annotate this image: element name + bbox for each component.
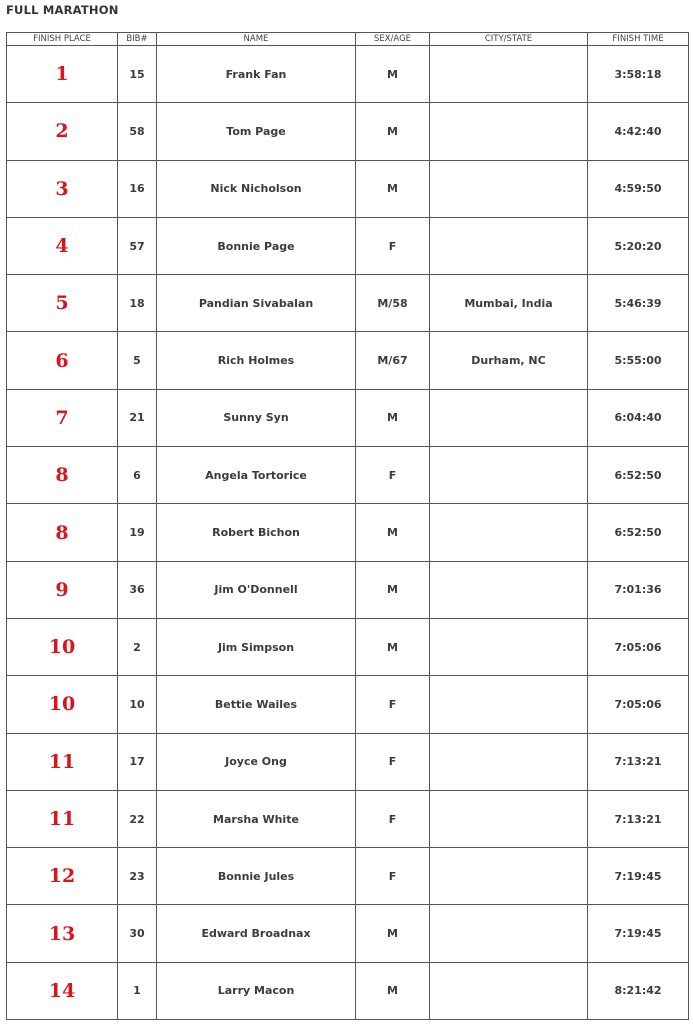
bib-cell: 15 bbox=[118, 46, 157, 103]
city-state-cell bbox=[430, 389, 588, 446]
finish-time-cell: 5:55:00 bbox=[588, 332, 689, 389]
header-name: NAME bbox=[157, 33, 356, 46]
finish-time-cell: 4:59:50 bbox=[588, 160, 689, 217]
header-city-state: CITY/STATE bbox=[430, 33, 588, 46]
table-row bbox=[7, 848, 689, 905]
bib-cell: 6 bbox=[118, 447, 157, 504]
name-cell: Sunny Syn bbox=[157, 389, 356, 446]
name-cell: Pandian Sivabalan bbox=[157, 275, 356, 332]
city-state-cell bbox=[430, 733, 588, 790]
sex-age-cell: F bbox=[356, 676, 430, 733]
results-body bbox=[7, 46, 689, 1020]
page-title: FULL MARATHON bbox=[6, 3, 119, 17]
name-cell: Frank Fan bbox=[157, 46, 356, 103]
city-state-cell bbox=[430, 447, 588, 504]
table-row bbox=[7, 733, 689, 790]
table-row bbox=[7, 103, 689, 160]
finish-time-cell: 4:42:40 bbox=[588, 103, 689, 160]
place-cell: 2 bbox=[7, 103, 118, 160]
name-cell: Marsha White bbox=[157, 790, 356, 847]
name-cell: Jim O'Donnell bbox=[157, 561, 356, 618]
table-row bbox=[7, 905, 689, 962]
city-state-cell bbox=[430, 676, 588, 733]
place-cell: 6 bbox=[7, 332, 118, 389]
sex-age-cell: M bbox=[356, 561, 430, 618]
finish-time-cell: 5:20:20 bbox=[588, 217, 689, 274]
sex-age-cell: F bbox=[356, 790, 430, 847]
city-state-cell bbox=[430, 46, 588, 103]
finish-time-cell: 7:05:06 bbox=[588, 618, 689, 675]
table-row bbox=[7, 504, 689, 561]
bib-cell: 30 bbox=[118, 905, 157, 962]
place-cell: 10 bbox=[7, 618, 118, 675]
name-cell: Jim Simpson bbox=[157, 618, 356, 675]
name-cell: Bettie Wailes bbox=[157, 676, 356, 733]
sex-age-cell: M bbox=[356, 160, 430, 217]
sex-age-cell: F bbox=[356, 733, 430, 790]
city-state-cell bbox=[430, 618, 588, 675]
table-row bbox=[7, 561, 689, 618]
sex-age-cell: M bbox=[356, 962, 430, 1019]
place-cell: 8 bbox=[7, 447, 118, 504]
name-cell: Bonnie Jules bbox=[157, 848, 356, 905]
place-cell: 11 bbox=[7, 733, 118, 790]
finish-time-cell: 7:13:21 bbox=[588, 733, 689, 790]
place-cell: 9 bbox=[7, 561, 118, 618]
bib-cell: 18 bbox=[118, 275, 157, 332]
name-cell: Angela Tortorice bbox=[157, 447, 356, 504]
place-cell: 14 bbox=[7, 962, 118, 1019]
finish-time-cell: 7:19:45 bbox=[588, 848, 689, 905]
name-cell: Rich Holmes bbox=[157, 332, 356, 389]
table-row bbox=[7, 389, 689, 446]
sex-age-cell: M bbox=[356, 103, 430, 160]
place-cell: 12 bbox=[7, 848, 118, 905]
city-state-cell bbox=[430, 905, 588, 962]
table-row bbox=[7, 217, 689, 274]
sex-age-cell: M/67 bbox=[356, 332, 430, 389]
sex-age-cell: M bbox=[356, 46, 430, 103]
bib-cell: 17 bbox=[118, 733, 157, 790]
finish-time-cell: 7:05:06 bbox=[588, 676, 689, 733]
sex-age-cell: F bbox=[356, 848, 430, 905]
name-cell: Larry Macon bbox=[157, 962, 356, 1019]
table-row bbox=[7, 618, 689, 675]
bib-cell: 36 bbox=[118, 561, 157, 618]
city-state-cell bbox=[430, 848, 588, 905]
header-sex-age: SEX/AGE bbox=[356, 33, 430, 46]
place-cell: 4 bbox=[7, 217, 118, 274]
finish-time-cell: 7:01:36 bbox=[588, 561, 689, 618]
place-cell: 11 bbox=[7, 790, 118, 847]
sex-age-cell: F bbox=[356, 217, 430, 274]
bib-cell: 10 bbox=[118, 676, 157, 733]
bib-cell: 1 bbox=[118, 962, 157, 1019]
finish-time-cell: 5:46:39 bbox=[588, 275, 689, 332]
place-cell: 3 bbox=[7, 160, 118, 217]
finish-time-cell: 6:04:40 bbox=[588, 389, 689, 446]
table-row bbox=[7, 447, 689, 504]
finish-time-cell: 6:52:50 bbox=[588, 447, 689, 504]
results-table bbox=[6, 32, 689, 1020]
city-state-cell: Durham, NC bbox=[430, 332, 588, 389]
table-row bbox=[7, 962, 689, 1019]
sex-age-cell: M bbox=[356, 618, 430, 675]
bib-cell: 2 bbox=[118, 618, 157, 675]
city-state-cell bbox=[430, 103, 588, 160]
city-state-cell bbox=[430, 962, 588, 1019]
place-cell: 1 bbox=[7, 46, 118, 103]
header-finish-time: FINISH TIME bbox=[588, 33, 689, 46]
bib-cell: 23 bbox=[118, 848, 157, 905]
name-cell: Edward Broadnax bbox=[157, 905, 356, 962]
bib-cell: 57 bbox=[118, 217, 157, 274]
name-cell: Nick Nicholson bbox=[157, 160, 356, 217]
bib-cell: 16 bbox=[118, 160, 157, 217]
header-bib: BIB# bbox=[118, 33, 157, 46]
header-row bbox=[7, 33, 689, 46]
table-row bbox=[7, 46, 689, 103]
city-state-cell: Mumbai, India bbox=[430, 275, 588, 332]
header-finish-place: FINISH PLACE bbox=[7, 33, 118, 46]
city-state-cell bbox=[430, 160, 588, 217]
city-state-cell bbox=[430, 217, 588, 274]
city-state-cell bbox=[430, 504, 588, 561]
finish-time-cell: 3:58:18 bbox=[588, 46, 689, 103]
sex-age-cell: M/58 bbox=[356, 275, 430, 332]
finish-time-cell: 7:19:45 bbox=[588, 905, 689, 962]
finish-time-cell: 6:52:50 bbox=[588, 504, 689, 561]
bib-cell: 22 bbox=[118, 790, 157, 847]
sex-age-cell: M bbox=[356, 389, 430, 446]
name-cell: Tom Page bbox=[157, 103, 356, 160]
finish-time-cell: 8:21:42 bbox=[588, 962, 689, 1019]
name-cell: Bonnie Page bbox=[157, 217, 356, 274]
place-cell: 10 bbox=[7, 676, 118, 733]
bib-cell: 5 bbox=[118, 332, 157, 389]
name-cell: Robert Bichon bbox=[157, 504, 356, 561]
table-row bbox=[7, 332, 689, 389]
finish-time-cell: 7:13:21 bbox=[588, 790, 689, 847]
bib-cell: 21 bbox=[118, 389, 157, 446]
name-cell: Joyce Ong bbox=[157, 733, 356, 790]
table-row bbox=[7, 275, 689, 332]
sex-age-cell: F bbox=[356, 447, 430, 504]
place-cell: 7 bbox=[7, 389, 118, 446]
city-state-cell bbox=[430, 790, 588, 847]
bib-cell: 19 bbox=[118, 504, 157, 561]
table-row bbox=[7, 160, 689, 217]
table-row bbox=[7, 676, 689, 733]
place-cell: 8 bbox=[7, 504, 118, 561]
sex-age-cell: M bbox=[356, 504, 430, 561]
place-cell: 5 bbox=[7, 275, 118, 332]
sex-age-cell: M bbox=[356, 905, 430, 962]
place-cell: 13 bbox=[7, 905, 118, 962]
city-state-cell bbox=[430, 561, 588, 618]
table-row bbox=[7, 790, 689, 847]
bib-cell: 58 bbox=[118, 103, 157, 160]
